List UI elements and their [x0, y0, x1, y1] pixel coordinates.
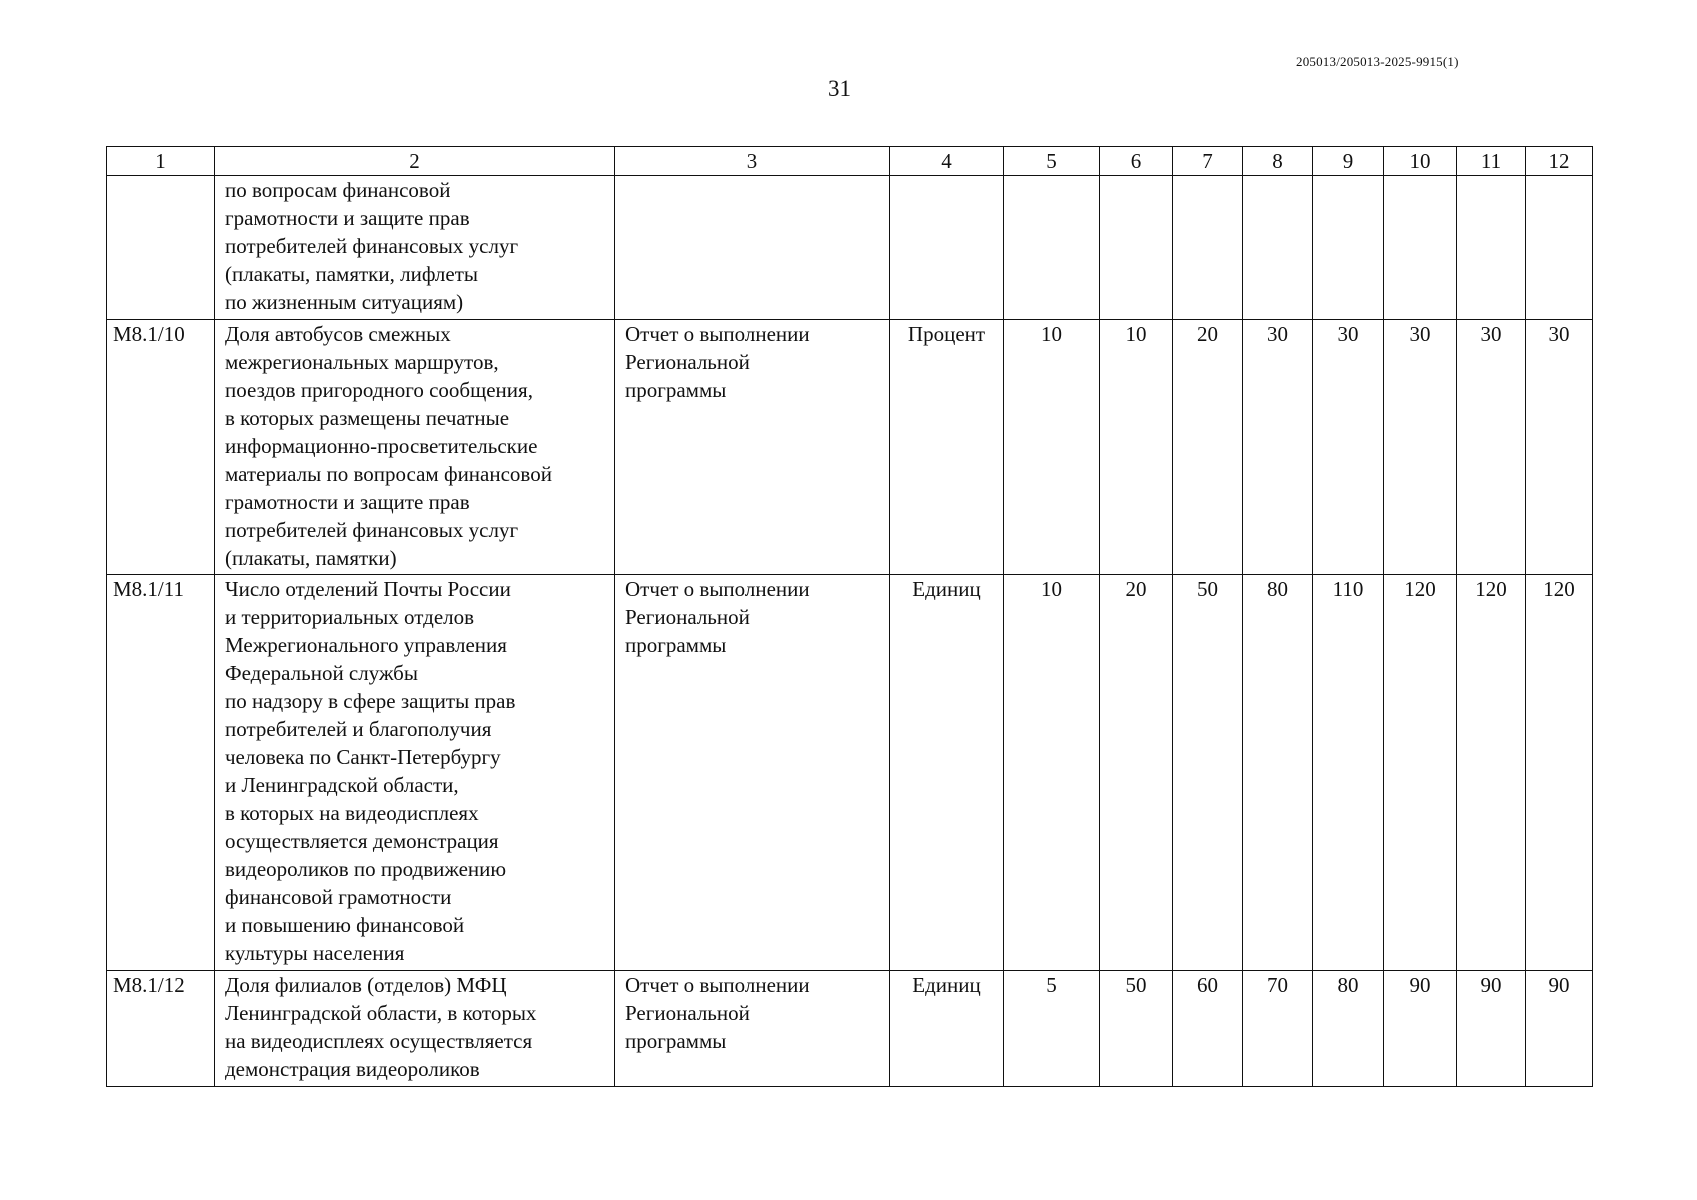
- value-cell: 20: [1100, 575, 1173, 971]
- indicator-code: М8.1/12: [107, 971, 215, 1087]
- value-cell: [1243, 176, 1313, 320]
- indicator-unit: Процент: [890, 320, 1004, 575]
- table-row: [107, 575, 1593, 971]
- indicator-name: Доля автобусов смежных межрегиональных маршрутов, поездов пригородного сообщения, в которых размещены печатные информационно-просветительские материалы по вопросам финансовой грамотности и защите прав потребителей финансовых услуг (плакаты, памятки): [215, 320, 615, 575]
- value-cell: 90: [1384, 971, 1457, 1087]
- column-number-cell: 5: [1004, 147, 1100, 176]
- value-cell: 5: [1004, 971, 1100, 1087]
- indicator-source: Отчет о выполнении Региональной программы: [615, 575, 890, 971]
- page-number: 31: [828, 76, 851, 101]
- value-cell: [1100, 176, 1173, 320]
- value-cell: 50: [1100, 971, 1173, 1087]
- table-row: [107, 971, 1593, 1087]
- value-cell: [1457, 176, 1526, 320]
- value-cell: 10: [1004, 575, 1100, 971]
- column-number-cell: 7: [1173, 147, 1243, 176]
- column-number-cell: 2: [215, 147, 615, 176]
- column-number-cell: 1: [107, 147, 215, 176]
- value-cell: 80: [1313, 971, 1384, 1087]
- value-cell: 10: [1100, 320, 1173, 575]
- column-number-cell: 11: [1457, 147, 1526, 176]
- indicators-table: [106, 146, 1593, 1087]
- indicator-code: М8.1/10: [107, 320, 215, 575]
- value-cell: 80: [1243, 575, 1313, 971]
- indicator-source: Отчет о выполнении Региональной программы: [615, 320, 890, 575]
- value-cell: 10: [1004, 320, 1100, 575]
- value-cell: 30: [1313, 320, 1384, 575]
- indicator-code: М8.1/11: [107, 575, 215, 971]
- value-cell: [1004, 176, 1100, 320]
- column-number-cell: 8: [1243, 147, 1313, 176]
- value-cell: [1313, 176, 1384, 320]
- indicator-name: Доля филиалов (отделов) МФЦ Ленинградской области, в которых на видеодисплеях осуществляется демонстрация видеороликов: [215, 971, 615, 1087]
- indicator-source: Отчет о выполнении Региональной программы: [615, 971, 890, 1087]
- value-cell: 50: [1173, 575, 1243, 971]
- value-cell: 20: [1173, 320, 1243, 575]
- column-number-row: [107, 147, 1593, 176]
- column-number-cell: 3: [615, 147, 890, 176]
- value-cell: 90: [1457, 971, 1526, 1087]
- indicator-name: Число отделений Почты России и территориальных отделов Межрегионального управления Федеральной службы по надзору в сфере защиты прав потребителей и благополучия человека по Санкт-Петербургу и Ленинградской области, в которых на видеодисплеях осуществляется демонстрация видеороликов по продвижению финансовой грамотности и повышению финансовой культуры населения: [215, 575, 615, 971]
- column-number-cell: 9: [1313, 147, 1384, 176]
- value-cell: [1384, 176, 1457, 320]
- indicator-code: [107, 176, 215, 320]
- value-cell: 90: [1526, 971, 1593, 1087]
- value-cell: [1173, 176, 1243, 320]
- value-cell: 110: [1313, 575, 1384, 971]
- value-cell: 70: [1243, 971, 1313, 1087]
- indicator-unit: [890, 176, 1004, 320]
- table-row: [107, 176, 1593, 320]
- column-number-cell: 12: [1526, 147, 1593, 176]
- indicator-unit: Единиц: [890, 971, 1004, 1087]
- value-cell: 30: [1384, 320, 1457, 575]
- table-row: [107, 320, 1593, 575]
- value-cell: 120: [1457, 575, 1526, 971]
- indicator-source: [615, 176, 890, 320]
- value-cell: 60: [1173, 971, 1243, 1087]
- value-cell: 30: [1526, 320, 1593, 575]
- indicator-unit: Единиц: [890, 575, 1004, 971]
- document-code: 205013/205013-2025-9915(1): [1296, 54, 1459, 69]
- column-number-cell: 4: [890, 147, 1004, 176]
- value-cell: 30: [1457, 320, 1526, 575]
- value-cell: [1526, 176, 1593, 320]
- value-cell: 120: [1526, 575, 1593, 971]
- value-cell: 30: [1243, 320, 1313, 575]
- value-cell: 120: [1384, 575, 1457, 971]
- column-number-cell: 6: [1100, 147, 1173, 176]
- column-number-cell: 10: [1384, 147, 1457, 176]
- indicator-name: по вопросам финансовой грамотности и защите прав потребителей финансовых услуг (плакаты, памятки, лифлеты по жизненным ситуациям): [215, 176, 615, 320]
